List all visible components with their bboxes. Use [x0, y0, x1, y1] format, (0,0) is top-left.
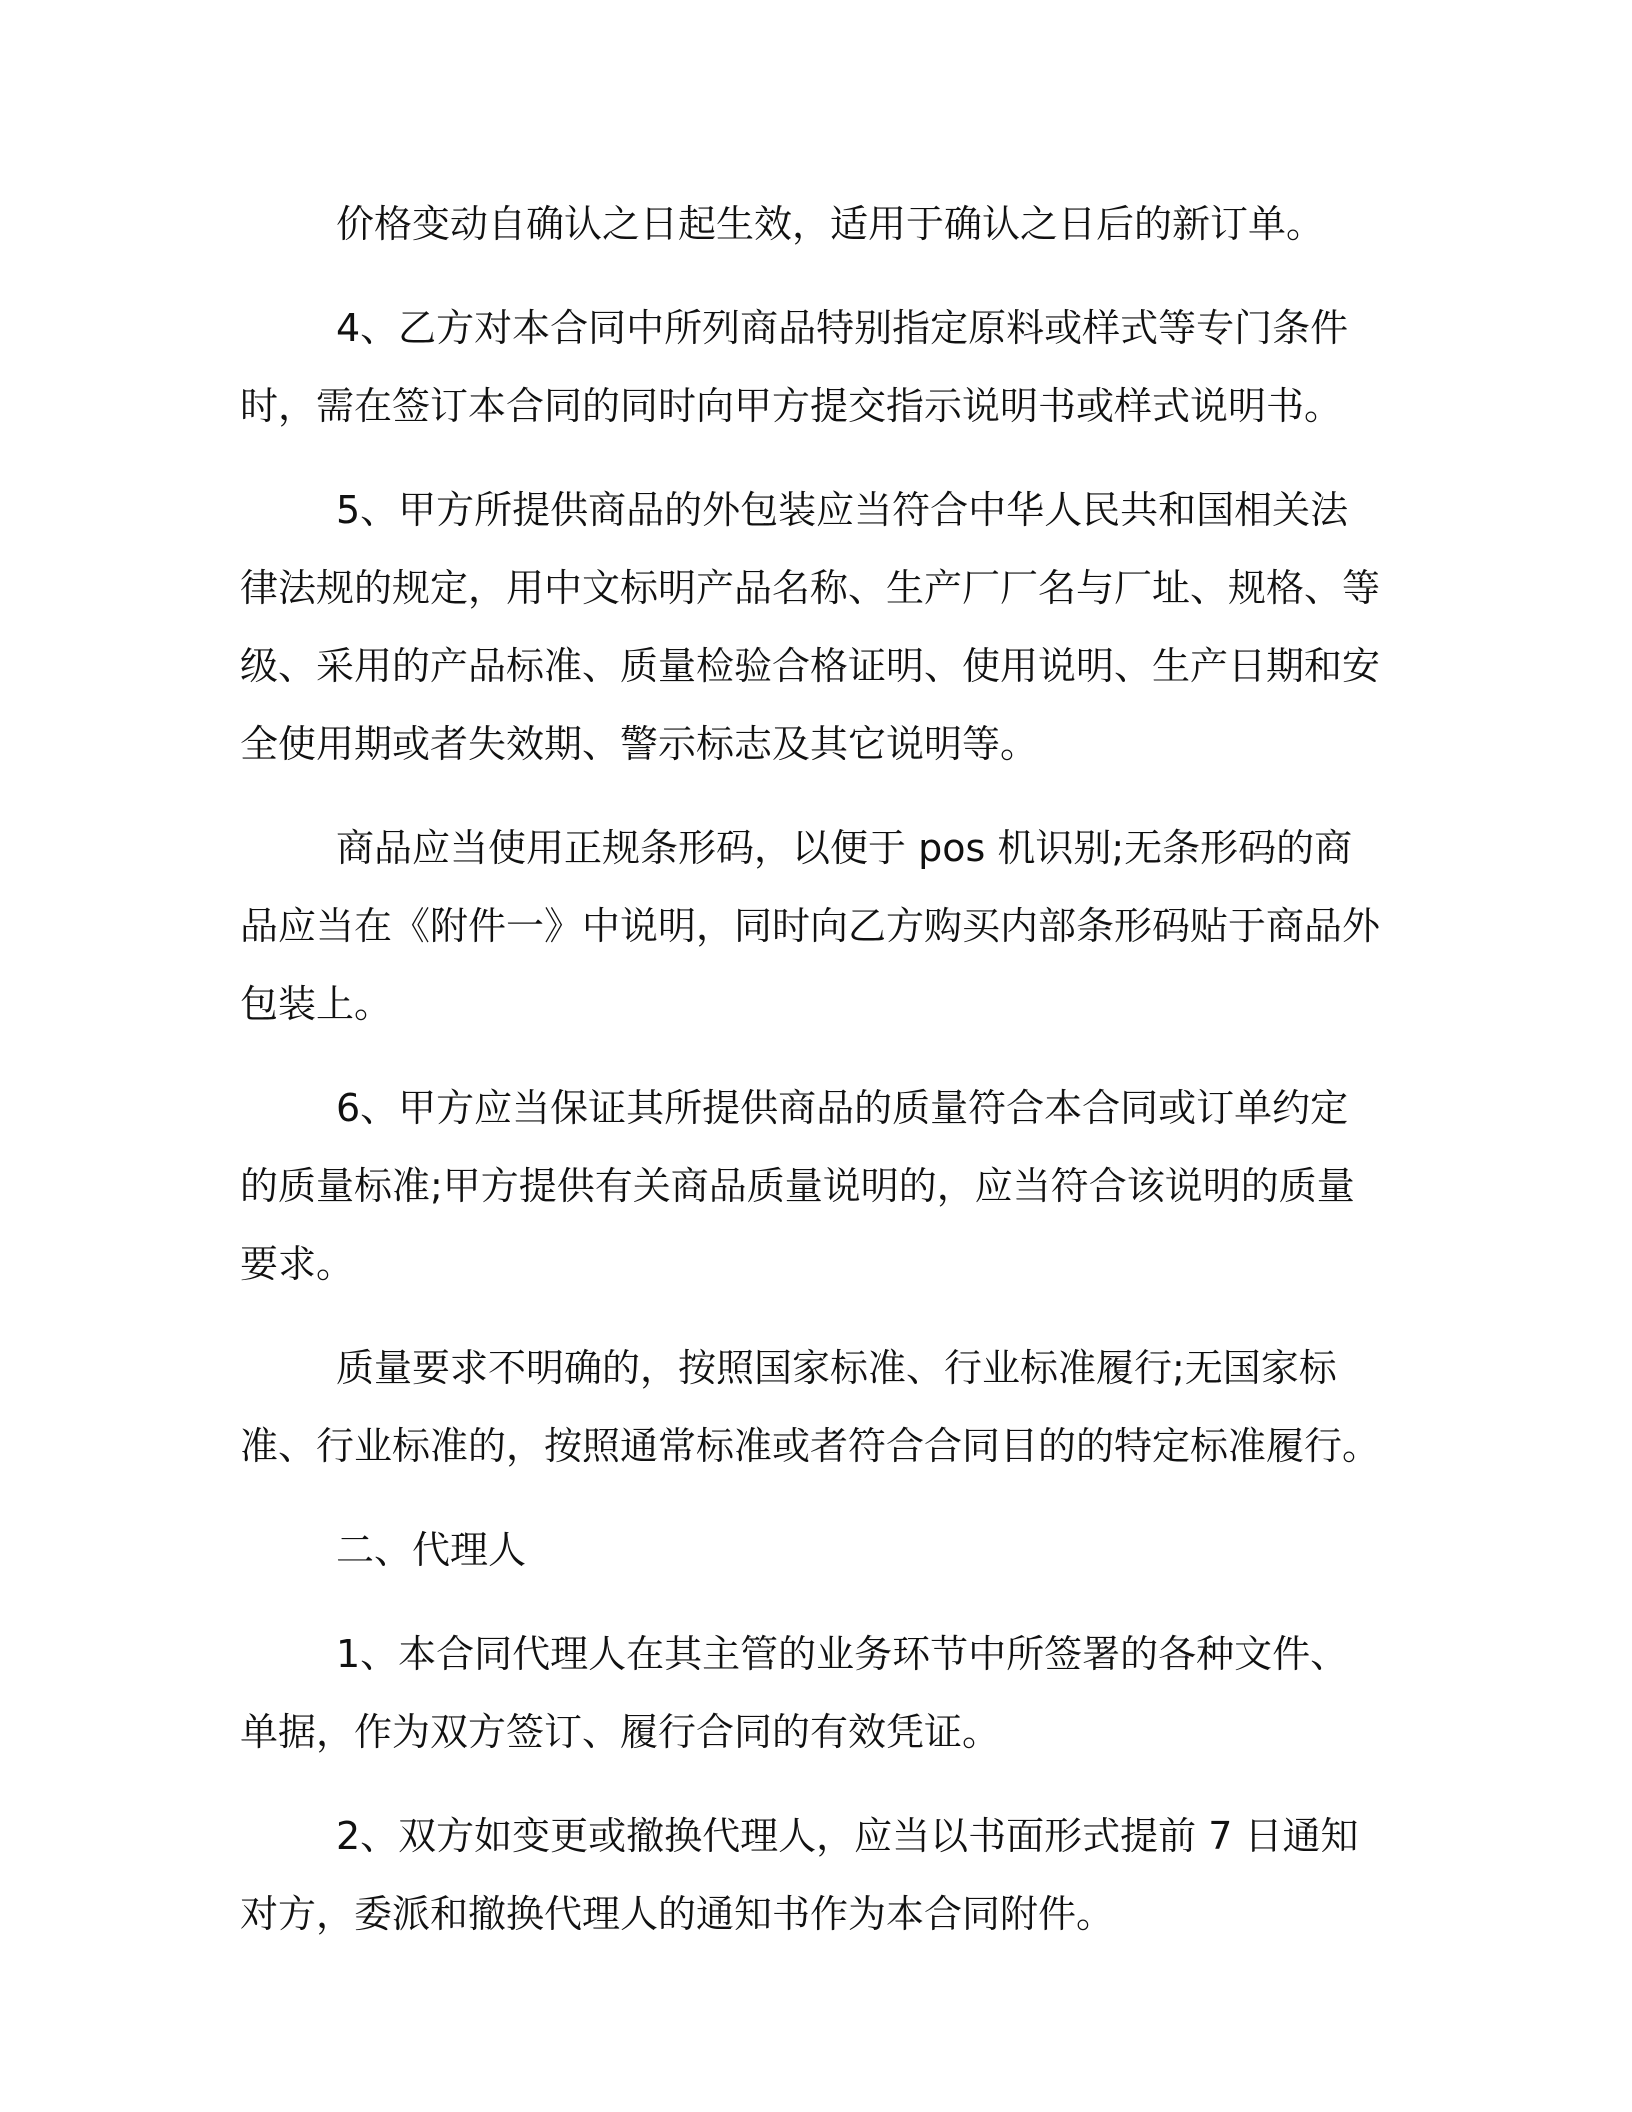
paragraph-clause-6-quality: 6、甲方应当保证其所提供商品的质量符合本合同或订单约定的质量标准;甲方提供有关商品质量说明的，应当符合该说明的质量要求。	[240, 1086, 1355, 1286]
section-heading-agent: 二、代理人	[336, 1528, 527, 1572]
paragraph-barcode: 商品应当使用正规条形码，以便于 pos 机识别;无条形码的商品应当在《附件一》中说明，同时向乙方购买内部条形码贴于商品外包装上。	[240, 826, 1381, 1026]
paragraph-clause-4-special-conditions: 4、乙方对本合同中所列商品特别指定原料或样式等专门条件时，需在签订本合同的同时向甲方提交指示说明书或样式说明书。	[240, 306, 1349, 428]
paragraph-agent-clause-2: 2、双方如变更或撤换代理人，应当以书面形式提前 7 日通知对方，委派和撤换代理人的通知书作为本合同附件。	[240, 1814, 1359, 1936]
paragraph-clause-5-packaging: 5、甲方所提供商品的外包装应当符合中华人民共和国相关法律法规的规定，用中文标明产品名称、生产厂厂名与厂址、规格、等级、采用的产品标准、质量检验合格证明、使用说明、生产日期和安全使用期或者失效期、警示标志及其它说明等。	[240, 488, 1381, 766]
paragraph-price-change-effective: 价格变动自确认之日起生效，适用于确认之日后的新订单。	[336, 202, 1325, 246]
document-page	[240, 185, 1380, 1953]
paragraph-agent-clause-1: 1、本合同代理人在其主管的业务环节中所签署的各种文件、单据，作为双方签订、履行合同的有效凭证。	[240, 1632, 1349, 1754]
paragraph-quality-standard-unclear: 质量要求不明确的，按照国家标准、行业标准履行;无国家标准、行业标准的，按照通常标准或者符合合同目的的特定标准履行。	[240, 1346, 1381, 1468]
